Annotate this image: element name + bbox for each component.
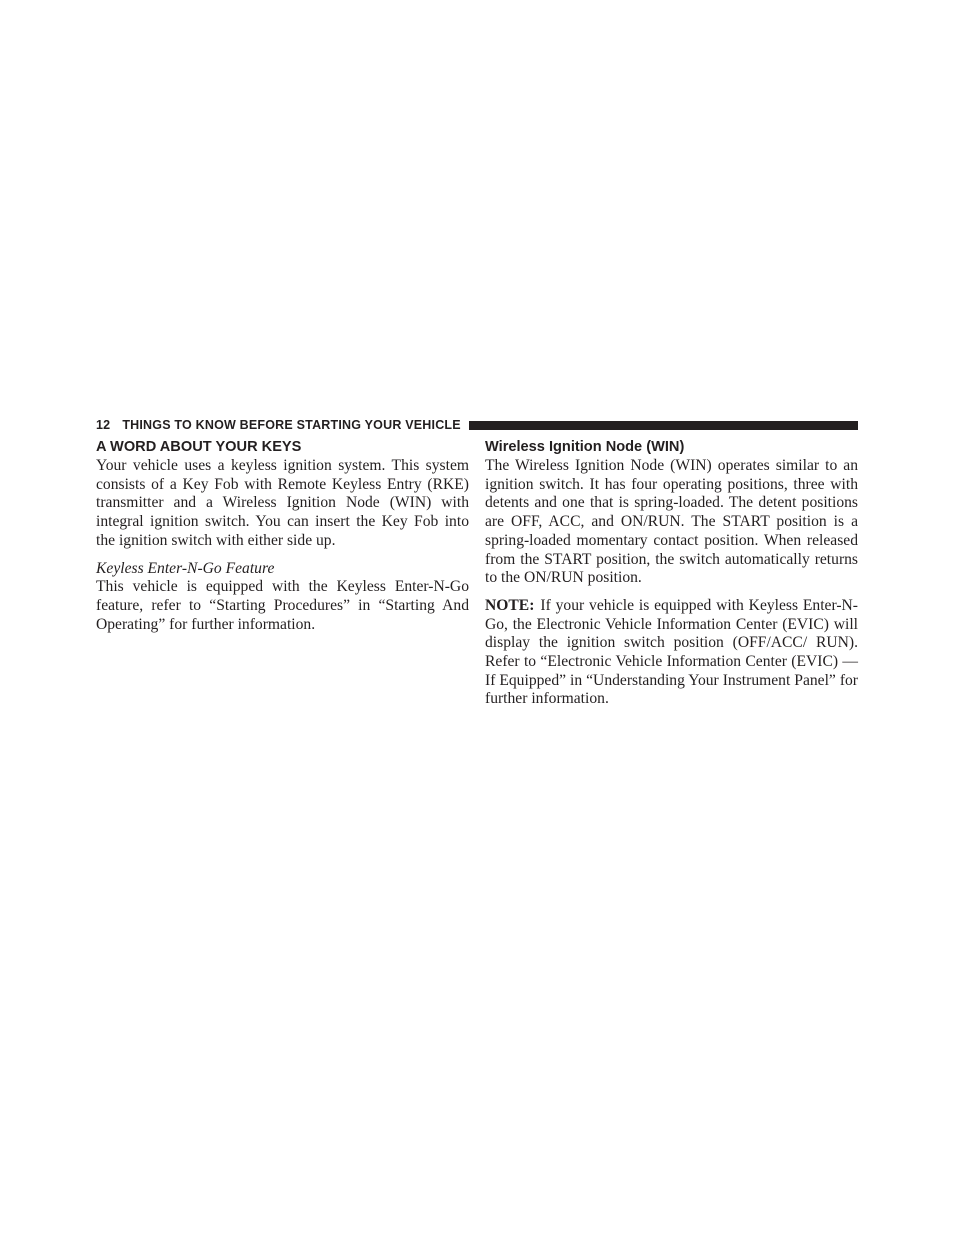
page-number: 12 [96, 418, 111, 432]
note-paragraph [485, 597, 858, 709]
win-body-paragraph: The Wireless Ignition Node (WIN) operates similar to an ignition switch. It has four operating positions, three with detents and one that is spring-loaded. The detent positions are OFF, ACC, and ON/RUN. The START position is a spring-loaded momentary contact position. When released from the START position, the switch automatically returns to the ON/RUN position. [485, 457, 858, 587]
running-section-title: THINGS TO KNOW BEFORE STARTING YOUR VEHICLE [122, 418, 461, 432]
right-column [485, 438, 858, 709]
keys-heading: A WORD ABOUT YOUR KEYS [96, 439, 302, 455]
note-label: NOTE: [485, 596, 535, 614]
win-heading: Wireless Ignition Node (WIN) [485, 439, 685, 455]
keys-intro-paragraph: Your vehicle uses a keyless ignition system. This system consists of a Key Fob with Remote Keyless Entry (RKE) transmitter and a Wireless Ignition Node (WIN) with integral ignition switch. You can insert the Key Fob into the ignition switch with either side up. [96, 457, 469, 549]
page-header [96, 417, 858, 433]
note-text: If your vehicle is equipped with Keyless Enter-N-Go, the Electronic Vehicle Information Center (EVIC) will display the ignition switch position (OFF/ACC/ RUN). Refer to “Electronic Vehicle Information Center (EVIC) — If Equipped” in “Understanding Your Instrument Panel” for further information. [485, 596, 858, 708]
keyless-feature-paragraph: This vehicle is equipped with the Keyless Enter-N-Go feature, refer to “Starting Procedures” in “Starting And Operating” for further information. [96, 578, 469, 633]
left-column [96, 438, 469, 634]
keyless-feature-subheading: Keyless Enter-N-Go Feature [96, 559, 275, 577]
header-rule-bar [469, 421, 858, 430]
